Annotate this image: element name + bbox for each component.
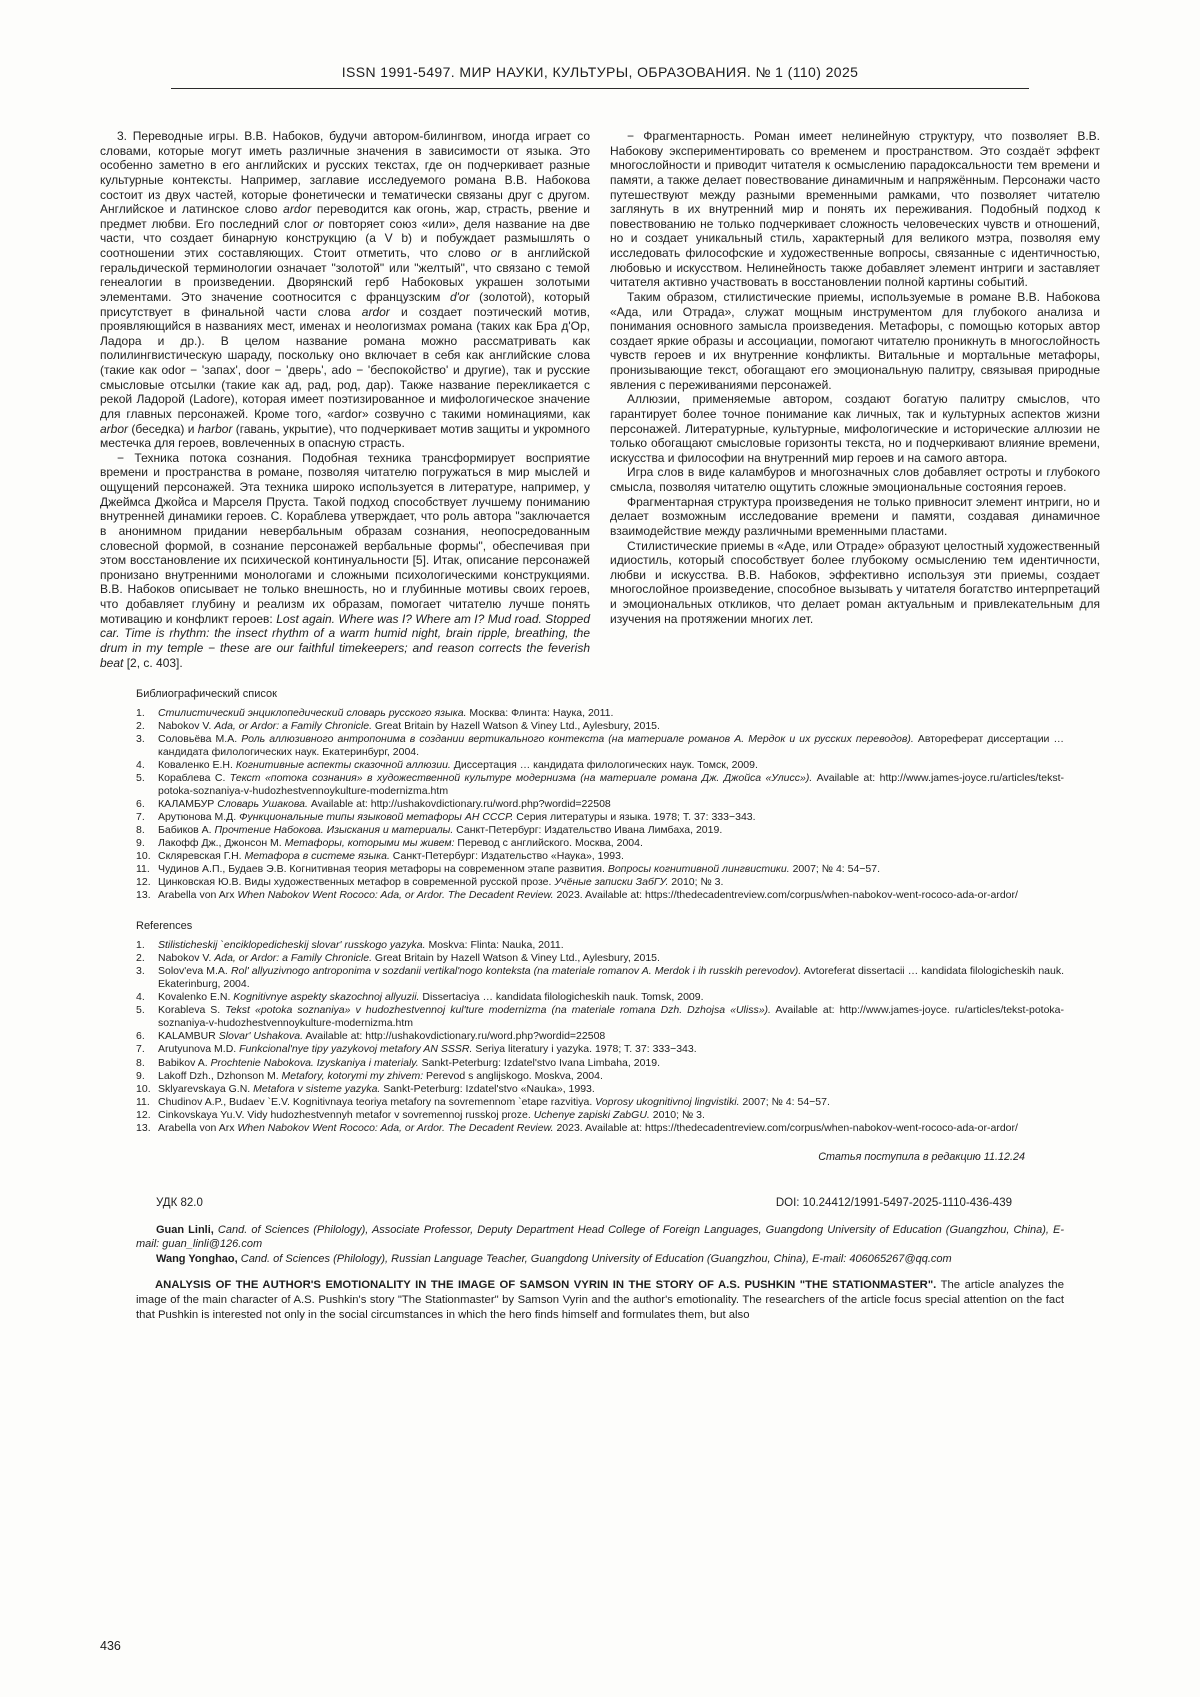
reference-item: Arutyunova M.D. Funkcional'nye tipy yazykovoj metafory AN SSSR. Seriya literatury i yazyka. 1978; T. 37: 333−343. <box>158 1043 697 1056</box>
bibliography-item: Арутюнова М.Д. Функциональные типы языковой метафоры АН СССР. Серия литературы и языка. 1978; Т. 37: 333−343. <box>158 811 756 824</box>
bibliography-item: Цинковская Ю.В. Виды художественных метафор в современной русской прозе. Учёные записки ЗабГУ. 2010; № 3. <box>158 876 724 889</box>
bibliography-item: Arabella von Arx When Nabokov Went Rococo: Ada, or Ardor. The Decadent Review. 2023. Available at: https://thedecadentreview.com/corpus/when-nabokov-went-rococo-ada-or-ardor/ <box>158 889 1018 902</box>
references-list <box>136 939 1064 1134</box>
next-article-header <box>136 1197 1064 1324</box>
reference-item: Nabokov V. Ada, or Ardor: a Family Chronicle. Great Britain by Hazell Watson & Viney Ltd., Aylesbury, 2015. <box>158 952 660 965</box>
bibliography-item: Nabokov V. Ada, or Ardor: a Family Chronicle. Great Britain by Hazell Watson & Viney Ltd., Aylesbury, 2015. <box>158 720 660 733</box>
page-header <box>100 64 1100 89</box>
body-paragraph: Таким образом, стилистические приемы, используемые в романе В.В. Набокова «Ада, или Отрада», служат мощным инструментом для глубокого анализа и понимания основного замысла произведения. Метафоры, с помощью которых автор создает яркие образы и ассоциации, помогают читателю проникнуть в многослойность чувств героев и их внутренние конфликты. Витальные и мортальные метафоры, пронизывающие текст, обогащают его эмоциональную палитру, связывая природные явления с переживаниями персонажей. <box>610 289 1100 392</box>
page-number: 436 <box>100 1639 121 1653</box>
bibliography-item: Чудинов А.П., Будаев Э.В. Когнитивная теория метафоры на современном этапе развития. Вопросы когнитивной лингвистики. 2007; № 4: 54−57. <box>158 863 881 876</box>
received-note: Статья поступила в редакцию 11.12.24 <box>818 1150 1025 1163</box>
body-paragraph: Игра слов в виде каламбуров и многозначных слов добавляет остроты и глубокого смысла, позволяя читателю ощутить сложные эмоциональные состояния героев. <box>610 465 1100 494</box>
right-column <box>610 129 1100 670</box>
body-paragraph: Аллюзии, применяемые автором, создают богатую палитру смыслов, что гарантирует более точное понимание как личных, так и культурных аспектов жизни персонажей. Литературные, культурные, мифологические и исторические аллюзии не только обогащают смысловые горизонты текста, но и подчеркивают влияние времени, искусства и философии на внутренний мир героев и на самого автора. <box>610 392 1100 465</box>
reference-item: Kovalenko E.N. Kognitivnye aspekty skazochnoj allyuzii. Dissertaciya … kandidata filologicheskih nauk. Tomsk, 2009. <box>158 991 704 1004</box>
bibliography-item: Скляревская Г.Н. Метафора в системе языка. Санкт-Петербург: Издательство «Наука», 1993. <box>158 850 624 863</box>
reference-item: Cinkovskaya Yu.V. Vidy hudozhestvennyh metafor v sovremennoj russkoj proze. Uchenye zapiski ZabGU. 2010; № 3. <box>158 1108 705 1121</box>
reference-item: Lakoff Dzh., Dzhonson M. Metafory, kotorymi my zhivem: Perevod s anglijskogo. Moskva, 2004. <box>158 1069 603 1082</box>
bibliography-item: Стилистический энциклопедический словарь русского языка. Москва: Флинта: Наука, 2011. <box>158 707 614 720</box>
reference-item: KALAMBUR Slovar' Ushakova. Available at: http://ushakovdictionary.ru/word.php?wordid=22508 <box>158 1030 606 1043</box>
udk-doi-row <box>136 1197 1064 1209</box>
bibliography-item: КАЛАМБУР Словарь Ушакова. Available at: http://ushakovdictionary.ru/word.php?wordid=22508 <box>158 798 611 811</box>
bibliography-item: Соловьёва М.А. Роль аллюзивного антропонима в создании вертикального контекста (на материале романов А. Мердок и их русских переводов). Автореферат диссертации … кандидата филологических наук. Екатеринбург, 2004. <box>158 733 1065 759</box>
author-line: Guan Linli, Cand. of Sciences (Philology), Associate Professor, Deputy Department Head College of Foreign Languages, Guangdong University of Education (Guangzhou, China), E-mail: guan_linli@126.com <box>136 1223 1064 1251</box>
bibliography-section <box>136 688 1064 902</box>
reference-item: Solov'eva M.A. Rol' allyuzivnogo antroponima v sozdanii vertikal'nogo konteksta (na materiale romanov A. Merdok i ih russkih perevodov). Avtoreferat dissertacii … kandidata filologicheskih nauk. Ekaterinburg, 2004. <box>158 965 1065 991</box>
reference-item: Korableva S. Tekst «potoka soznaniya» v hudozhestvennoj kul'ture modernizma (na materiale romana Dzh. Dzhojsa «Uliss»). Available at: http://www.james-joyce. ru/articles/tekst-potoka-soznaniya-v-hudozhestvennoykulture-modernizma.htm <box>158 1004 1064 1030</box>
body-paragraph: Стилистические приемы в «Аде, или Отраде» образуют целостный художественный идиостиль, который способствует более глубокому осмыслению тем идентичности, любви и искусства. В.В. Набоков, эффективно используя эти приемы, создает многослойное произведение, способное вызывать у читателя богатство интерпретаций и эмоциональных откликов, что делает роман актуальным и привлекательным для изучения на протяжении многих лет. <box>610 538 1100 626</box>
reference-item: Sklyarevskaya G.N. Metafora v sisteme yazyka. Sankt-Peterburg: Izdatel'stvo «Nauka», 1993. <box>158 1082 595 1095</box>
udk-label: УДК 82.0 <box>156 1196 203 1209</box>
journal-header-line: ISSN 1991-5497. МИР НАУКИ, КУЛЬТУРЫ, ОБРАЗОВАНИЯ. № 1 (110) 2025 <box>341 64 859 80</box>
abstract-paragraph: ANALYSIS OF THE AUTHOR'S EMOTIONALITY IN THE IMAGE OF SAMSON VYRIN IN THE STORY OF A.S. PUSHKIN "THE STATIONMASTER". The article analyzes the image of the main character of A.S. Pushkin's story "The Stationmaster" by Samson Vyrin and the author's emotionality. The researchers of the article focus special attention on the fact that Pushkin is interested not only in the social circumstances in which the hero finds himself and formulates them, but also <box>136 1279 1064 1322</box>
bibliography-item: Кораблева С. Текст «потока сознания» в художественной культуре модернизма (на материале романа Дж. Джойса «Улисс»). Available at: http://www.james-joyce.ru/articles/tekst-potoka-soznaniya-v-hudozhestvennoykulture-modernizma.htm <box>158 772 1065 798</box>
left-column <box>100 129 590 670</box>
header-rule <box>171 88 1029 89</box>
body-paragraph: − Техника потока сознания. Подобная техника трансформирует восприятие времени и пространства в романе, позволяя читателю погружаться в мир мыслей и ощущений персонажей. Эта техника широко используется в литературе, например, у Джеймса Джойса и Марселя Пруста. Такой подход способствует лучшему пониманию внутренней динамики героев. С. Кораблева утверждает, что роль автора "заключается в анонимном придании невербальным образам сознания, неопосредованным словесной формой, в сознание персонажей вербальные формы", обеспечивая при этом восстановление их психической континуальности [5]. Итак, описание персонажей пронизано внутренними монологами и сложными психологическими конструкциями. В.В. Набоков описывает не только внешность, но и глубинные мотивы своих героев, что добавляет глубину и реализм их образам, помогает читателю лучше понять мотивацию и конфликт героев: Lost again. Where was I? Where am I? Mud road. Stopped car. Time is rhythm: the insect rhythm of a warm humid night, brain ripple, breathing, the drum in my temple − these are our faithful timekeepers; and reason corrects the feverish beat [2, с. 403]. <box>100 450 590 670</box>
reference-item: Stilisticheskij `enciklopedicheskij slovar' russkogo yazyka. Moskva: Flinta: Nauka, 2011. <box>158 939 564 952</box>
body-paragraph: Фрагментарная структура произведения не только привносит элемент интриги, но и делает возможным исследование времени и памяти, создавая динамичное взаимодействие между различными временными пластами. <box>610 494 1100 538</box>
references-section <box>136 920 1064 1134</box>
article-body <box>100 129 1100 670</box>
bibliography-title: Библиографический список <box>136 688 277 701</box>
body-paragraph: 3. Переводные игры. В.В. Набоков, будучи автором-билингвом, иногда играет со словами, которые могут иметь различные значения в зависимости от языка. Это особенно заметно в его английских и русских текстах, где он подчеркивает разные культурные контексты. Например, заглавие исследуемого романа В.В. Набокова состоит из двух частей, которые фонетически и тематически связаны друг с другом. Английское и латинское слово ardor переводится как огонь, жар, страсть, рвение и предмет любви. Его последний слог or повторяет союз «или», деля название на две части, что создает бинарную конструкцию (a V b) и побуждает размышлять о соотношении этих составляющих. Стоит отметить, что слово or в английской геральдической терминологии означает "золотой" или "желтый", что связано с темой генеалогии в произведении. Дворянский герб Набоковых украшен золотыми элементами. Это значение соотносится с французским d'or (золотой), который присутствует в финальной части слова ardor и создает поэтический мотив, проявляющийся в названиях мест, именах и неологизмах романа (таких как Бра д'Ор, Ладора и др.). В целом название романа можно рассматривать как полилингвистическую шараду, поскольку оно включает в себя как английские слова (такие как odor − 'запах', door − 'дверь', ado − 'беспокойство' и другие), так и русские смысловые отсылки (такие как ад, рад, род, дар). Также название перекликается с рекой Ладорой (Ladore), которая имеет поэтизированное и мифологическое значение для главных персонажей. Кроме того, «ardor» созвучно с такими номинациями, как arbor (беседка) и harbor (гавань, укрытие), что подчеркивает мотив защиты и укромного местечка для героев, вовлеченных в опасную страсть. <box>100 129 590 451</box>
doi-label: DOI: 10.24412/1991-5497-2025-1110-436-439 <box>775 1196 1012 1209</box>
body-paragraph: − Фрагментарность. Роман имеет нелинейную структуру, что позволяет В.В. Набокову экспериментировать со временем и пространством. Это создаёт эффект многослойности и приводит читателя к осмыслению парадоксальности тем времени и памяти, а также делает повествование динамичным и напряжённым. Персонажи часто путешествуют между разными временными рамками, что позволяет читателю заглянуть в их внутренний мир и понять их переживания. Подобный подход к повествованию не только подчеркивает сложность человеческих чувств и отношений, но и создает уникальный стиль, характерный для великого мэтра, позволяя ему исследовать философские и художественные вопросы, связанные с идентичностью, любовью и искусством. Нелинейность также добавляет элемент интриги и заставляет читателя активно участвовать в восстановлении полной картины событий. <box>610 129 1100 290</box>
references-title: References <box>136 920 193 933</box>
reference-item: Chudinov A.P., Budaev `E.V. Kognitivnaya teoriya metafory na sovremennom `etape razvitiya. Voprosy ukognitivnoj lingvistiki. 2007; № 4: 54−57. <box>158 1095 830 1108</box>
reference-item: Arabella von Arx When Nabokov Went Rococo: Ada, or Ardor. The Decadent Review. 2023. Available at: https://thedecadentreview.com/corpus/when-nabokov-went-rococo-ada-or-ardor/ <box>158 1121 1018 1134</box>
authors-block <box>136 1223 1064 1267</box>
bibliography-item: Коваленко Е.Н. Когнитивные аспекты сказочной аллюзии. Диссертация … кандидата филологических наук. Томск, 2009. <box>158 759 758 772</box>
author-line: Wang Yonghao, Cand. of Sciences (Philology), Russian Language Teacher, Guangdong University of Education (Guangzhou, China), E-mail: 406065267@qq.com <box>156 1252 952 1265</box>
bibliography-list <box>136 707 1064 902</box>
bibliography-item: Лакофф Дж., Джонсон М. Метафоры, которыми мы живем: Перевод с английского. Москва, 2004. <box>158 837 643 850</box>
bibliography-item: Бабиков А. Прочтение Набокова. Изыскания и материалы. Санкт-Петербург: Издательство Ивана Лимбаха, 2019. <box>158 824 723 837</box>
reference-item: Babikov A. Prochtenie Nabokova. Izyskaniya i materialy. Sankt-Peterburg: Izdatel'stvo Ivana Limbaha, 2019. <box>158 1056 661 1069</box>
